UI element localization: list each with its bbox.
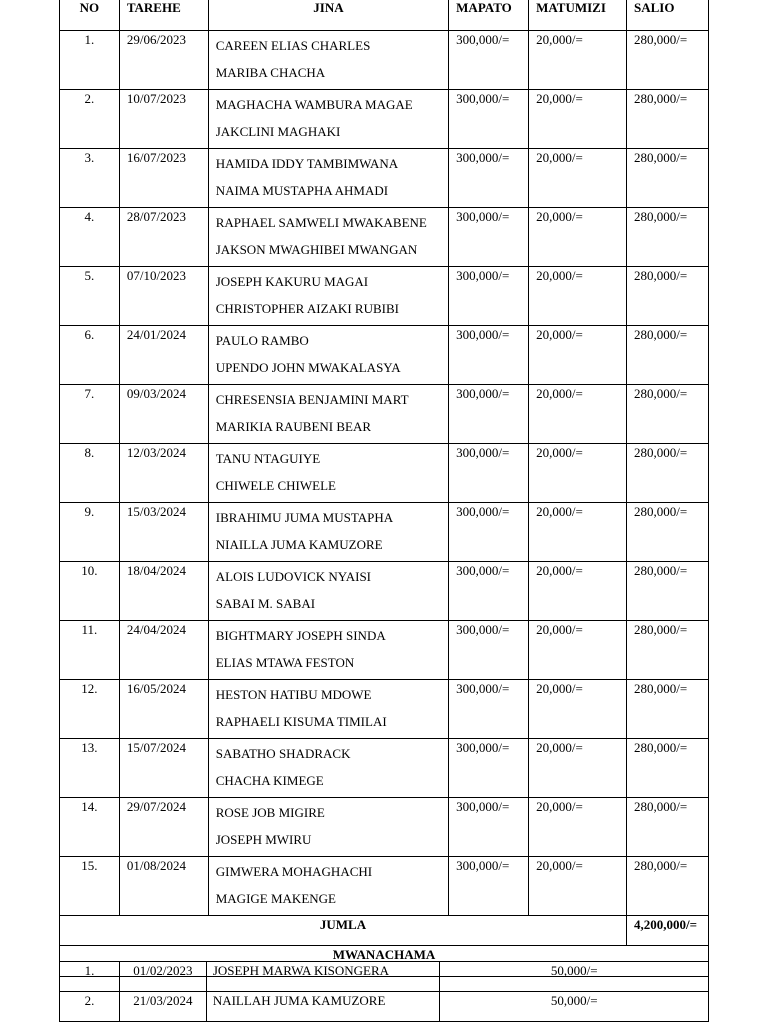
table-row [60,857,709,916]
row-date: 15/03/2024 [119,503,208,562]
table-row [60,31,709,90]
row-salio: 280,000/= [626,798,708,857]
row-no: 5. [60,267,120,326]
row-matumizi: 20,000/= [529,149,627,208]
member-name: JOSEPH MARWA KISONGERA [206,962,440,992]
total-value: 4,200,000/= [626,916,708,946]
row-date: 01/08/2024 [119,857,208,916]
row-mapato: 300,000/= [449,267,529,326]
row-mapato: 300,000/= [449,562,529,621]
row-name-secondary: NAIMA MUSTAPHA AHMADI [215,183,389,198]
row-no: 10. [60,562,120,621]
row-name-secondary: JAKCLINI MAGHAKI [215,124,341,139]
row-name-primary: MAGHACHA WAMBURA MAGAE [215,97,413,112]
row-salio: 280,000/= [626,90,708,149]
row-salio: 280,000/= [626,326,708,385]
total-label: JUMLA [60,916,627,946]
row-mapato: 300,000/= [449,326,529,385]
row-names [208,503,448,562]
row-names [208,857,448,916]
row-names [208,326,448,385]
row-name-secondary: UPENDO JOHN MWAKALASYA [215,360,401,375]
row-date: 15/07/2024 [119,739,208,798]
row-name-secondary: CHRISTOPHER AIZAKI RUBIBI [215,301,399,316]
member-row [60,962,709,992]
row-name-secondary: SABAI M. SABAI [215,596,316,611]
row-mapato: 300,000/= [449,680,529,739]
row-no: 4. [60,208,120,267]
row-names [208,562,448,621]
row-mapato: 300,000/= [449,208,529,267]
row-name-secondary: ELIAS MTAWA FESTON [215,655,355,670]
row-matumizi: 20,000/= [529,680,627,739]
row-matumizi: 20,000/= [529,562,627,621]
row-name-secondary: CHACHA KIMEGE [215,773,324,788]
row-name-primary: GIMWERA MOHAGHACHI [215,864,373,879]
table-row [60,267,709,326]
row-no: 3. [60,149,120,208]
row-date: 16/05/2024 [119,680,208,739]
row-name-primary: HESTON HATIBU MDOWE [215,687,372,702]
member-date: 01/02/2023 [119,962,206,992]
row-name-primary: ROSE JOB MIGIRE [215,805,325,820]
row-name-primary: BIGHTMARY JOSEPH SINDA [215,628,386,643]
row-date: 29/06/2023 [119,31,208,90]
member-name: NAILLAH JUMA KAMUZORE [206,992,440,1022]
row-name-primary: JOSEPH KAKURU MAGAI [215,274,369,289]
member-amount: 50,000/= [440,962,709,992]
row-matumizi: 20,000/= [529,208,627,267]
row-names [208,680,448,739]
table-row [60,444,709,503]
row-mapato: 300,000/= [449,503,529,562]
row-names [208,385,448,444]
row-name-primary: PAULO RAMBO [215,333,309,348]
row-name-primary: SABATHO SHADRACK [215,746,351,761]
table-row [60,739,709,798]
row-date: 10/07/2023 [119,90,208,149]
header-jina: JINA [208,0,448,31]
row-matumizi: 20,000/= [529,739,627,798]
row-name-secondary: RAPHAELI KISUMA TIMILAI [215,714,387,729]
table-row [60,680,709,739]
table-row [60,798,709,857]
table-row [60,149,709,208]
row-matumizi: 20,000/= [529,503,627,562]
row-mapato: 300,000/= [449,444,529,503]
row-no: 7. [60,385,120,444]
row-matumizi: 20,000/= [529,90,627,149]
table-header-row [60,0,709,31]
row-mapato: 300,000/= [449,857,529,916]
income-table [59,0,709,977]
row-no: 15. [60,857,120,916]
row-names [208,621,448,680]
row-matumizi: 20,000/= [529,444,627,503]
row-salio: 280,000/= [626,857,708,916]
row-date: 29/07/2024 [119,798,208,857]
row-date: 24/04/2024 [119,621,208,680]
row-name-secondary: CHIWELE CHIWELE [215,478,336,493]
row-no: 11. [60,621,120,680]
row-mapato: 300,000/= [449,90,529,149]
row-matumizi: 20,000/= [529,621,627,680]
row-no: 8. [60,444,120,503]
row-matumizi: 20,000/= [529,385,627,444]
row-no: 1. [60,31,120,90]
row-name-primary: ALOIS LUDOVICK NYAISI [215,569,372,584]
row-mapato: 300,000/= [449,385,529,444]
row-date: 24/01/2024 [119,326,208,385]
header-no: NO [60,0,120,31]
member-no: 2. [60,992,120,1022]
members-table-body [60,962,709,1022]
row-names [208,267,448,326]
row-matumizi: 20,000/= [529,326,627,385]
row-mapato: 300,000/= [449,31,529,90]
row-salio: 280,000/= [626,149,708,208]
row-no: 9. [60,503,120,562]
row-name-primary: IBRAHIMU JUMA MUSTAPHA [215,510,394,525]
members-table [59,961,709,1022]
section-title: MWANACHAMA [60,946,709,977]
row-date: 28/07/2023 [119,208,208,267]
row-matumizi: 20,000/= [529,31,627,90]
table-row [60,503,709,562]
row-no: 14. [60,798,120,857]
row-date: 09/03/2024 [119,385,208,444]
row-names [208,208,448,267]
row-names [208,149,448,208]
table-row [60,621,709,680]
income-table-body [60,31,709,916]
row-matumizi: 20,000/= [529,267,627,326]
member-amount: 50,000/= [440,992,709,1022]
table-row [60,90,709,149]
member-date: 21/03/2024 [119,992,206,1022]
row-no: 12. [60,680,120,739]
row-salio: 280,000/= [626,621,708,680]
row-name-secondary: JOSEPH MWIRU [215,832,312,847]
row-salio: 280,000/= [626,31,708,90]
row-no: 2. [60,90,120,149]
row-names [208,739,448,798]
row-salio: 280,000/= [626,562,708,621]
row-name-primary: CHRESENSIA BENJAMINI MART [215,392,409,407]
row-name-secondary: JAKSON MWAGHIBEI MWANGAN [215,242,418,257]
row-salio: 280,000/= [626,503,708,562]
total-row [60,916,709,946]
row-salio: 280,000/= [626,208,708,267]
row-salio: 280,000/= [626,267,708,326]
row-date: 07/10/2023 [119,267,208,326]
row-names [208,444,448,503]
member-row [60,992,709,1022]
header-matumizi: MATUMIZI [529,0,627,31]
row-name-primary: HAMIDA IDDY TAMBIMWANA [215,156,399,171]
row-date: 12/03/2024 [119,444,208,503]
row-salio: 280,000/= [626,680,708,739]
row-date: 18/04/2024 [119,562,208,621]
row-mapato: 300,000/= [449,621,529,680]
row-names [208,90,448,149]
header-salio: SALIO [626,0,708,31]
row-salio: 280,000/= [626,385,708,444]
row-names [208,31,448,90]
row-date: 16/07/2023 [119,149,208,208]
row-name-primary: CAREEN ELIAS CHARLES [215,38,371,53]
table-row [60,562,709,621]
table-row [60,326,709,385]
row-name-secondary: NIAILLA JUMA KAMUZORE [215,537,383,552]
row-matumizi: 20,000/= [529,798,627,857]
header-tarehe: TAREHE [119,0,208,31]
row-names [208,798,448,857]
row-matumizi: 20,000/= [529,857,627,916]
row-name-secondary: MAGIGE MAKENGE [215,891,336,906]
row-name-secondary: MARIKIA RAUBENI BEAR [215,419,372,434]
row-no: 13. [60,739,120,798]
table-row [60,208,709,267]
row-salio: 280,000/= [626,444,708,503]
row-name-secondary: MARIBA CHACHA [215,65,326,80]
member-no: 1. [60,962,120,992]
row-salio: 280,000/= [626,739,708,798]
header-mapato: MAPATO [449,0,529,31]
row-no: 6. [60,326,120,385]
row-name-primary: TANU NTAGUIYE [215,451,321,466]
table-row [60,385,709,444]
row-mapato: 300,000/= [449,798,529,857]
row-mapato: 300,000/= [449,739,529,798]
row-name-primary: RAPHAEL SAMWELI MWAKABENE [215,215,427,230]
row-mapato: 300,000/= [449,149,529,208]
